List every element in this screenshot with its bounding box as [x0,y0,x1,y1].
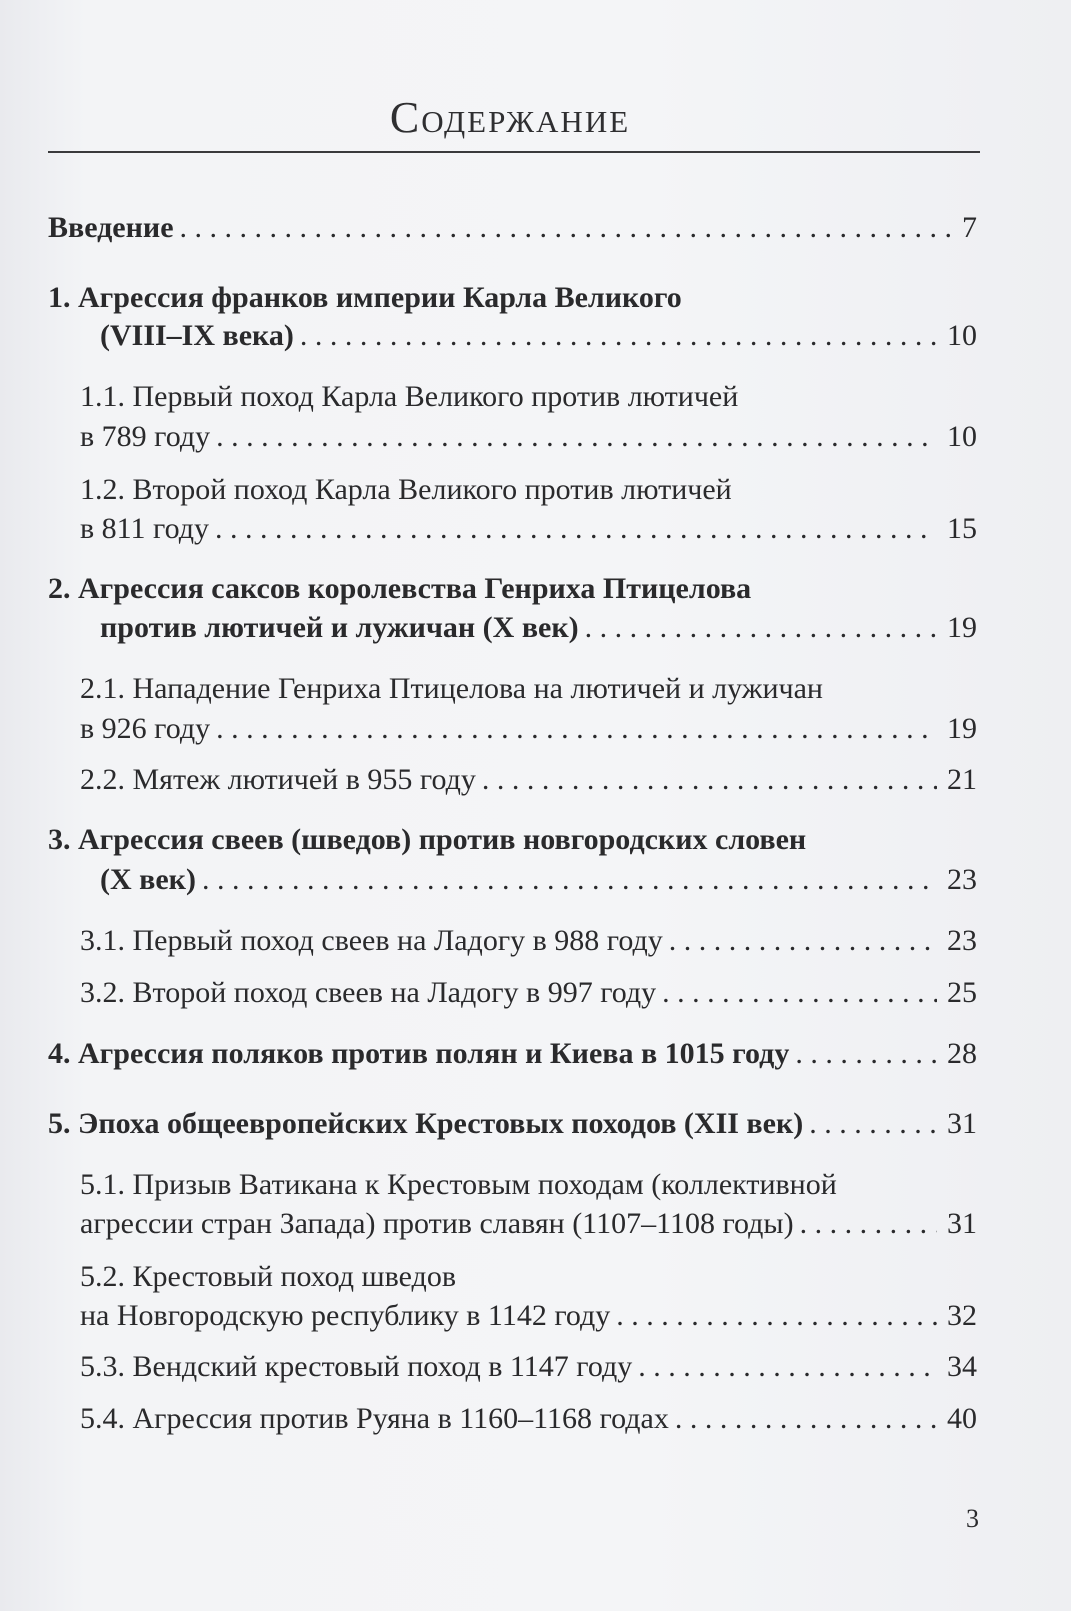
toc-entry-5-3[interactable] [80,1347,977,1387]
toc-leader [662,973,937,1013]
toc-leader [809,1104,937,1144]
page-title: Содержание [389,93,631,142]
page-number: 3 [966,1504,979,1533]
title-rule [48,151,980,153]
toc-page-number: 32 [947,1299,977,1332]
toc-entry-text: Введение [48,211,174,244]
toc-entry-1-1-cont[interactable] [80,417,977,457]
toc-entry-2-2[interactable] [80,760,977,800]
toc-leader [616,1296,937,1336]
toc-entry-text: агрессии стран Запада) против славян (1107–1108 годы) [80,1207,794,1240]
toc-entry-chapter-3-cont[interactable] [100,860,977,900]
toc-entry-text: (X век) [100,863,196,896]
toc-entry-text: 5.4. Агрессия против Руяна в 1160–1168 годах [80,1402,669,1435]
toc-entry-chapter-3[interactable]: 3. Агрессия свеев (шведов) против новгородских словен [48,823,807,856]
toc-entry-1-1[interactable]: 1.1. Первый поход Карла Великого против лютичей [80,380,739,413]
toc-entry-1-2[interactable]: 1.2. Второй поход Карла Великого против лютичей [80,473,732,506]
toc-entry-chapter-4[interactable] [48,1034,977,1074]
toc-entry-text: против лютичей и лужичан (X век) [100,611,579,644]
toc-entry-text: в 811 году [80,512,210,545]
toc-entry-intro[interactable] [48,208,977,248]
toc-entry-text: (VIII–IX века) [100,319,294,352]
toc-page-number: 19 [947,712,977,745]
toc-entry-5-2-cont[interactable] [80,1296,977,1336]
toc-leader [180,208,952,248]
toc-page-number: 7 [962,211,977,244]
toc-page-number: 34 [947,1350,977,1383]
toc-entry-5-1-cont[interactable] [80,1204,977,1244]
toc-leader [202,860,937,900]
toc-entry-chapter-5[interactable] [48,1104,977,1144]
toc-page-number: 21 [947,763,977,796]
toc-entry-text: 3.1. Первый поход свеев на Ладогу в 988 году [80,924,663,957]
toc-entry-3-1[interactable] [80,921,977,961]
toc-page-number: 31 [947,1107,977,1140]
toc-page-number: 23 [947,863,977,896]
toc-entry-text: на Новгородскую республику в 1142 году [80,1299,611,1332]
toc-entry-5-1[interactable]: 5.1. Призыв Ватикана к Крестовым походам (коллективной [80,1168,837,1201]
toc-leader [795,1034,937,1074]
toc-entry-text: в 789 году [80,420,211,453]
toc-page-number: 19 [947,611,977,644]
toc-entry-text: 3.2. Второй поход свеев на Ладогу в 997 году [80,976,657,1009]
toc-entry-2-1[interactable]: 2.1. Нападение Генриха Птицелова на лютичей и лужичан [80,672,823,705]
toc-leader [638,1347,937,1387]
toc-entry-text: 5. Эпоха общеевропейских Крестовых походов (XII век) [48,1107,804,1140]
toc-page-number: 28 [947,1037,977,1070]
toc-page-number: 10 [947,319,977,352]
toc-leader [585,608,937,648]
toc-entry-2-1-cont[interactable] [80,709,977,749]
toc-page-number: 15 [947,512,977,545]
toc-entry-chapter-1[interactable]: 1. Агрессия франков империи Карла Великого [48,281,682,314]
toc-leader [675,1399,937,1439]
toc-entry-3-2[interactable] [80,973,977,1013]
toc-entry-5-2[interactable]: 5.2. Крестовый поход шведов [80,1260,456,1293]
toc-page-number: 40 [947,1402,977,1435]
toc-entry-chapter-1-cont[interactable] [100,316,977,356]
toc-entry-1-2-cont[interactable] [80,509,977,549]
toc-entry-text: 5.3. Вендский крестовый поход в 1147 году [80,1350,633,1383]
toc-page-number: 23 [947,924,977,957]
toc-leader [669,921,937,961]
toc-leader [800,1204,937,1244]
toc-page-number: 10 [947,420,977,453]
toc-entry-text: 2.2. Мятеж лютичей в 955 году [80,763,476,796]
toc-page-number: 31 [947,1207,977,1240]
toc-entry-text: 4. Агрессия поляков против полян и Киева в 1015 году [48,1037,790,1070]
toc-leader [216,417,937,457]
toc-leader [216,709,937,749]
toc-leader [482,760,937,800]
toc-entry-5-4[interactable] [80,1399,977,1439]
toc-leader [215,509,937,549]
toc-leader [300,316,937,356]
toc-entry-chapter-2-cont[interactable] [100,608,977,648]
toc-page-number: 25 [947,976,977,1009]
toc-entry-chapter-2[interactable]: 2. Агрессия саксов королевства Генриха Птицелова [48,572,752,605]
toc-entry-text: в 926 году [80,712,211,745]
